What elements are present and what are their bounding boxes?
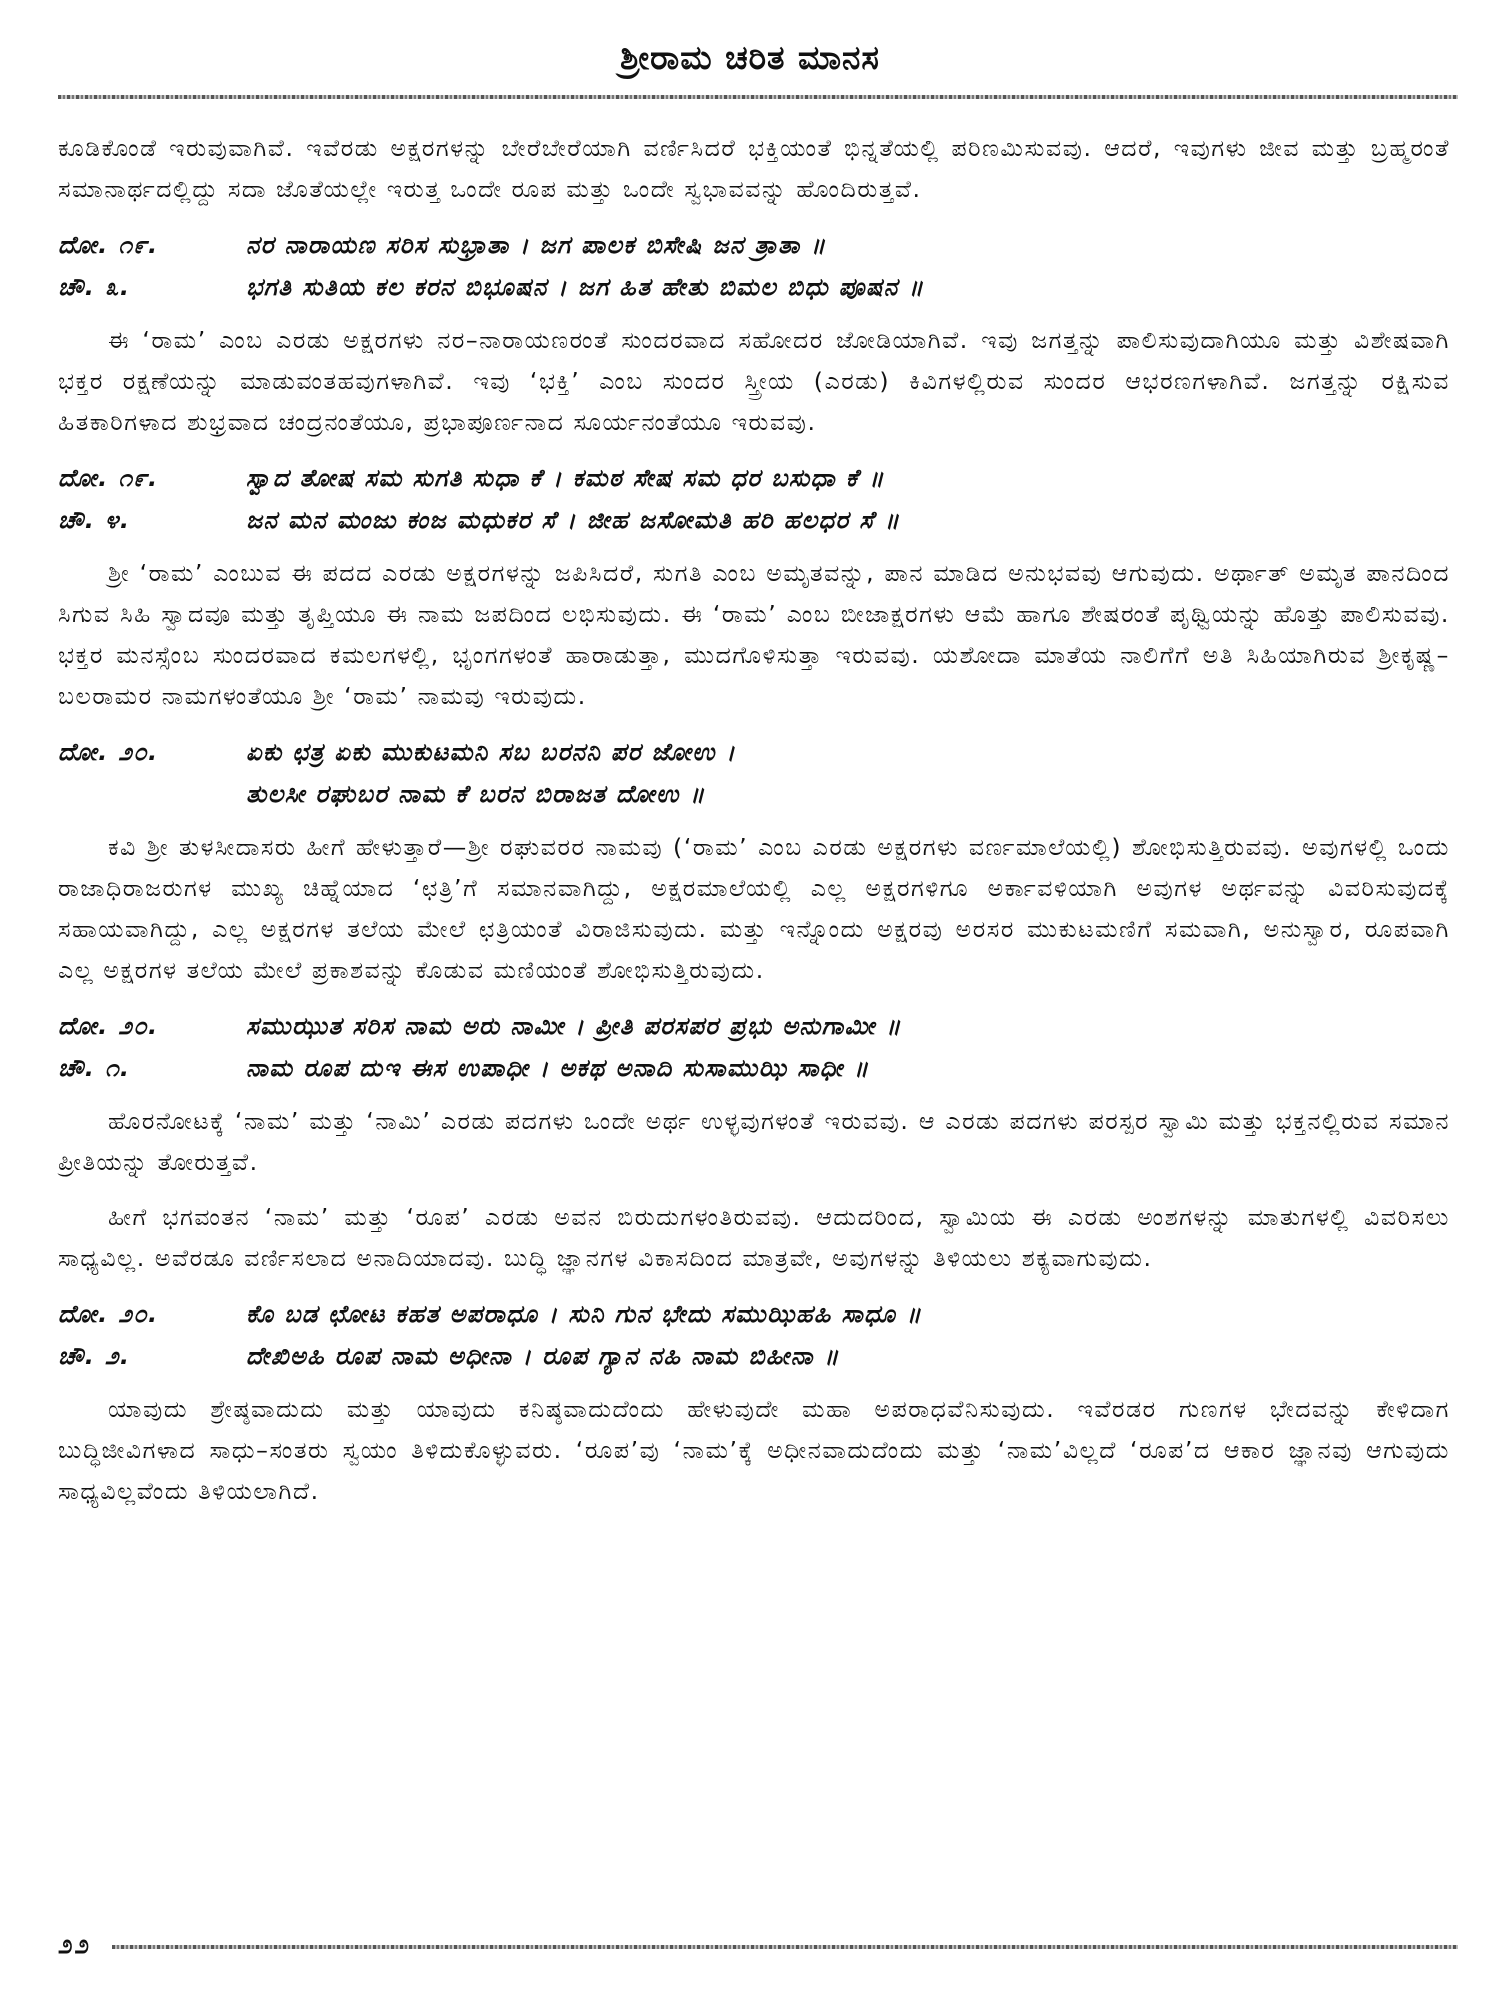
verse-label: ಚೌ. ೨. — [58, 1342, 131, 1370]
verse-block-2 — [58, 457, 1450, 541]
verse-text: ನಾಮ ರೂಪ ದುಇ ಈಸ ಉಪಾಧೀ । ಅಕಥ ಅನಾದಿ ಸುಸಾಮುಝಿ ಸಾಧೀ ॥ — [246, 1054, 870, 1082]
paragraph-3: ಶ್ರೀ ‘ರಾಮ’ ಎಂಬುವ ಈ ಪದದ ಎರಡು ಅಕ್ಷರಗಳನ್ನು ಜಪಿಸಿದರೆ, ಸುಗತಿ ಎಂಬ ಅಮೃತವನ್ನು, ಪಾನ ಮಾಡಿದ ಅನುಭವವು ಆಗುವುದು. ಅರ್ಥಾತ್ ಅಮೃತ ಪಾನದಿಂದ ಸಿಗುವ ಸಿಹಿ ಸ್ವಾದವೂ ಮತ್ತು ತೃಪ್ತಿಯೂ ಈ ನಾಮ ಜಪದಿಂದ ಲಭಿಸುವುದು. ಈ ‘ರಾಮ’ ಎಂಬ ಬೀಜಾಕ್ಷರಗಳು ಆಮೆ ಹಾಗೂ ಶೇಷರಂತೆ ಪೃಥ್ವಿಯನ್ನು ಹೊತ್ತು ಪಾಲಿಸುವವು. ಭಕ್ತರ ಮನಸ್ಸೆಂಬ ಸುಂದರವಾದ ಕಮಲಗಳಲ್ಲಿ, ಭೃಂಗಗಳಂತೆ ಹಾರಾಡುತ್ತಾ, ಮುದಗೊಳಿಸುತ್ತಾ ಇರುವವು. ಯಶೋದಾ ಮಾತೆಯ ನಾಲಿಗೆಗೆ ಅತಿ ಸಿಹಿಯಾಗಿರುವ ಶ್ರೀಕೃಷ್ಣ–ಬಲರಾಮರ ನಾಮಗಳಂತೆಯೂ ಶ್ರೀ ‘ರಾಮ’ ನಾಮವು ಇರುವುದು. — [58, 559, 1450, 710]
verse-line — [58, 731, 1450, 773]
verse-text: ಏಕು ಛತ್ರ ಏಕು ಮುಕುಟಮನಿ ಸಬ ಬರನನಿ ಪರ ಜೋಉ । — [246, 738, 737, 766]
verse-text: ಭಗತಿ ಸುತಿಯ ಕಲ ಕರನ ಬಿಭೂಷನ । ಜಗ ಹಿತ ಹೇತು ಬಿಮಲ ಬಿಧು ಪೂಷನ ॥ — [246, 273, 925, 301]
paragraph-5: ಹೊರನೋಟಕ್ಕೆ ‘ನಾಮ’ ಮತ್ತು ‘ನಾಮಿ’ ಎರಡು ಪದಗಳು ಒಂದೇ ಅರ್ಥ ಉಳ್ಳವುಗಳಂತೆ ಇರುವವು. ಆ ಎರಡು ಪದಗಳು ಪರಸ್ಪರ ಸ್ವಾಮಿ ಮತ್ತು ಭಕ್ತನಲ್ಲಿರುವ ಸಮಾನ ಪ್ರೀತಿಯನ್ನು ತೋರುತ್ತವೆ. — [58, 1107, 1450, 1176]
verse-label: ಚೌ. ೩. — [58, 273, 131, 301]
verse-line — [58, 773, 1450, 815]
verse-label: ದೋ. ೧೯. — [58, 464, 159, 492]
verse-text: ಕೊ ಬಡ ಛೋಟ ಕಹತ ಅಪರಾಧೂ । ಸುನಿ ಗುನ ಭೇದು ಸಮುಝಿಹಹಿ ಸಾಧೂ ॥ — [246, 1300, 923, 1328]
verse-line — [58, 224, 1450, 266]
page-content — [58, 128, 1450, 1526]
paragraph-4: ಕವಿ ಶ್ರೀ ತುಳಸೀದಾಸರು ಹೀಗೆ ಹೇಳುತ್ತಾರೆ—ಶ್ರೀ ರಘುವರರ ನಾಮವು (‘ರಾಮ’ ಎಂಬ ಎರಡು ಅಕ್ಷರಗಳು ವರ್ಣಮಾಲೆಯಲ್ಲಿ) ಶೋಭಿಸುತ್ತಿರುವವು. ಅವುಗಳಲ್ಲಿ ಒಂದು ರಾಜಾಧಿರಾಜರುಗಳ ಮುಖ್ಯ ಚಿಹ್ನೆಯಾದ ‘ಛತ್ರಿ’ಗೆ ಸಮಾನವಾಗಿದ್ದು, ಅಕ್ಷರಮಾಲೆಯಲ್ಲಿ ಎಲ್ಲ ಅಕ್ಷರಗಳಿಗೂ ಅರ್ಕಾವಳಿಯಾಗಿ ಅವುಗಳ ಅರ್ಥವನ್ನು ವಿವರಿಸುವುದಕ್ಕೆ ಸಹಾಯವಾಗಿದ್ದು, ಎಲ್ಲ ಅಕ್ಷರಗಳ ತಲೆಯ ಮೇಲೆ ಛತ್ರಿಯಂತೆ ವಿರಾಜಿಸುವುದು. ಮತ್ತು ಇನ್ನೊಂದು ಅಕ್ಷರವು ಅರಸರ ಮುಕುಟಮಣಿಗೆ ಸಮವಾಗಿ, ಅನುಸ್ವಾರ, ರೂಪವಾಗಿ ಎಲ್ಲ ಅಕ್ಷರಗಳ ತಲೆಯ ಮೇಲೆ ಪ್ರಕಾಶವನ್ನು ಕೊಡುವ ಮಣಿಯಂತೆ ಶೋಭಿಸುತ್ತಿರುವುದು. — [58, 833, 1450, 984]
verse-line — [58, 1005, 1450, 1047]
verse-line — [58, 1047, 1450, 1089]
verse-label: ದೋ. ೧೯. — [58, 231, 159, 259]
verse-line — [58, 1293, 1450, 1335]
verse-text: ಜನ ಮನ ಮಂಜು ಕಂಜ ಮಧುಕರ ಸೆ । ಜೀಹ ಜಸೋಮತಿ ಹರಿ ಹಲಧರ ಸೆ ॥ — [246, 506, 901, 534]
verse-label: ದೋ. ೨೦. — [58, 1300, 159, 1328]
verse-label: ಚೌ. ೪. — [58, 506, 131, 534]
verse-label: ಚೌ. ೧. — [58, 1054, 131, 1082]
verse-block-4 — [58, 1005, 1450, 1089]
paragraph-1: ಕೂಡಿಕೊಂಡೆ ಇರುವುವಾಗಿವೆ. ಇವೆರಡು ಅಕ್ಷರಗಳನ್ನು ಬೇರೆಬೇರೆಯಾಗಿ ವರ್ಣಿಸಿದರೆ ಭಕ್ತಿಯಂತೆ ಭಿನ್ನತೆಯಲ್ಲಿ ಪರಿಣಮಿಸುವವು. ಆದರೆ, ಇವುಗಳು ಜೀವ ಮತ್ತು ಬ್ರಹ್ಮರಂತೆ ಸಮಾನಾರ್ಥದಲ್ಲಿದ್ದು ಸದಾ ಜೊತೆಯಲ್ಲೇ ಇರುತ್ತ ಒಂದೇ ರೂಪ ಮತ್ತು ಒಂದೇ ಸ್ವಭಾವವನ್ನು ಹೊಂದಿರುತ್ತವೆ. — [58, 134, 1450, 203]
verse-block-1 — [58, 224, 1450, 308]
footer-rule — [112, 1945, 1458, 1949]
page-number: ೨೨ — [58, 1930, 92, 1960]
paragraph-6: ಹೀಗೆ ಭಗವಂತನ ‘ನಾಮ’ ಮತ್ತು ‘ರೂಪ’ ಎರಡು ಅವನ ಬಿರುದುಗಳಂತಿರುವವು. ಆದುದರಿಂದ, ಸ್ವಾಮಿಯ ಈ ಎರಡು ಅಂಶಗಳನ್ನು ಮಾತುಗಳಲ್ಲಿ ವಿವರಿಸಲು ಸಾಧ್ಯವಿಲ್ಲ. ಅವೆರಡೂ ವರ್ಣಿಸಲಾದ ಅನಾದಿಯಾದವು. ಬುದ್ಧಿ ಜ್ಞಾನಗಳ ವಿಕಾಸದಿಂದ ಮಾತ್ರವೇ, ಅವುಗಳನ್ನು ತಿಳಿಯಲು ಶಕ್ಯವಾಗುವುದು. — [58, 1203, 1450, 1272]
verse-text: ಸಮುಝುತ ಸರಿಸ ನಾಮ ಅರು ನಾಮೀ । ಪ್ರೀತಿ ಪರಸಪರ ಪ್ರಭು ಅನುಗಾಮೀ ॥ — [246, 1012, 902, 1040]
verse-label: ದೋ. ೨೦. — [58, 1012, 159, 1040]
verse-line — [58, 266, 1450, 308]
verse-label: ದೋ. ೨೦. — [58, 738, 159, 766]
verse-block-5 — [58, 1293, 1450, 1377]
verse-text: ನರ ನಾರಾಯಣ ಸರಿಸ ಸುಭ್ರಾತಾ । ಜಗ ಪಾಲಕ ಬಿಸೇಷಿ ಜನ ತ್ರಾತಾ ॥ — [246, 231, 827, 259]
verse-line — [58, 1335, 1450, 1377]
page-header-title: ಶ್ರೀರಾಮ ಚರಿತ ಮಾನಸ — [620, 38, 880, 77]
header-rule — [58, 95, 1458, 99]
verse-text: ಸ್ವಾದ ತೋಷ ಸಮ ಸುಗತಿ ಸುಧಾ ಕೆ । ಕಮಠ ಸೇಷ ಸಮ ಧರ ಬಸುಧಾ ಕೆ ॥ — [246, 464, 885, 492]
verse-label — [58, 773, 246, 815]
verse-text: ದೇಖಿಅಹಿ ರೂಪ ನಾಮ ಅಧೀನಾ । ರೂಪ ಗ್ಯಾನ ನಹಿ ನಾಮ ಬಿಹೀನಾ ॥ — [246, 1342, 840, 1370]
verse-line — [58, 499, 1450, 541]
verse-block-3 — [58, 731, 1450, 815]
verse-text: ತುಲಸೀ ರಘುಬರ ನಾಮ ಕೆ ಬರನ ಬಿರಾಜತ ದೋಉ ॥ — [246, 780, 706, 808]
paragraph-7: ಯಾವುದು ಶ್ರೇಷ್ಠವಾದುದು ಮತ್ತು ಯಾವುದು ಕನಿಷ್ಠವಾದುದೆಂದು ಹೇಳುವುದೇ ಮಹಾ ಅಪರಾಧವೆನಿಸುವುದು. ಇವೆರಡರ ಗುಣಗಳ ಭೇದವನ್ನು ಕೇಳಿದಾಗ ಬುದ್ಧಿಜೀವಿಗಳಾದ ಸಾಧು–ಸಂತರು ಸ್ವಯಂ ತಿಳಿದುಕೊಳ್ಳುವರು. ‘ರೂಪ’ವು ‘ನಾಮ’ಕ್ಕೆ ಅಧೀನವಾದುದೆಂದು ಮತ್ತು ‘ನಾಮ’ವಿಲ್ಲದೆ ‘ರೂಪ’ದ ಆಕಾರ ಜ್ಞಾನವು ಆಗುವುದು ಸಾಧ್ಯವಿಲ್ಲವೆಂದು ತಿಳಿಯಲಾಗಿದೆ. — [58, 1395, 1450, 1505]
paragraph-2: ಈ ‘ರಾಮ’ ಎಂಬ ಎರಡು ಅಕ್ಷರಗಳು ನರ–ನಾರಾಯಣರಂತೆ ಸುಂದರವಾದ ಸಹೋದರ ಜೋಡಿಯಾಗಿವೆ. ಇವು ಜಗತ್ತನ್ನು ಪಾಲಿಸುವುದಾಗಿಯೂ ಮತ್ತು ವಿಶೇಷವಾಗಿ ಭಕ್ತರ ರಕ್ಷಣೆಯನ್ನು ಮಾಡುವಂತಹವುಗಳಾಗಿವೆ. ಇವು ‘ಭಕ್ತಿ’ ಎಂಬ ಸುಂದರ ಸ್ತ್ರೀಯ (ಎರಡು) ಕಿವಿಗಳಲ್ಲಿರುವ ಸುಂದರ ಆಭರಣಗಳಾಗಿವೆ. ಜಗತ್ತನ್ನು ರಕ್ಷಿಸುವ ಹಿತಕಾರಿಗಳಾದ ಶುಭ್ರವಾದ ಚಂದ್ರನಂತೆಯೂ, ಪ್ರಭಾಪೂರ್ಣನಾದ ಸೂರ್ಯನಂತೆಯೂ ಇರುವವು. — [58, 326, 1450, 436]
verse-line — [58, 457, 1450, 499]
